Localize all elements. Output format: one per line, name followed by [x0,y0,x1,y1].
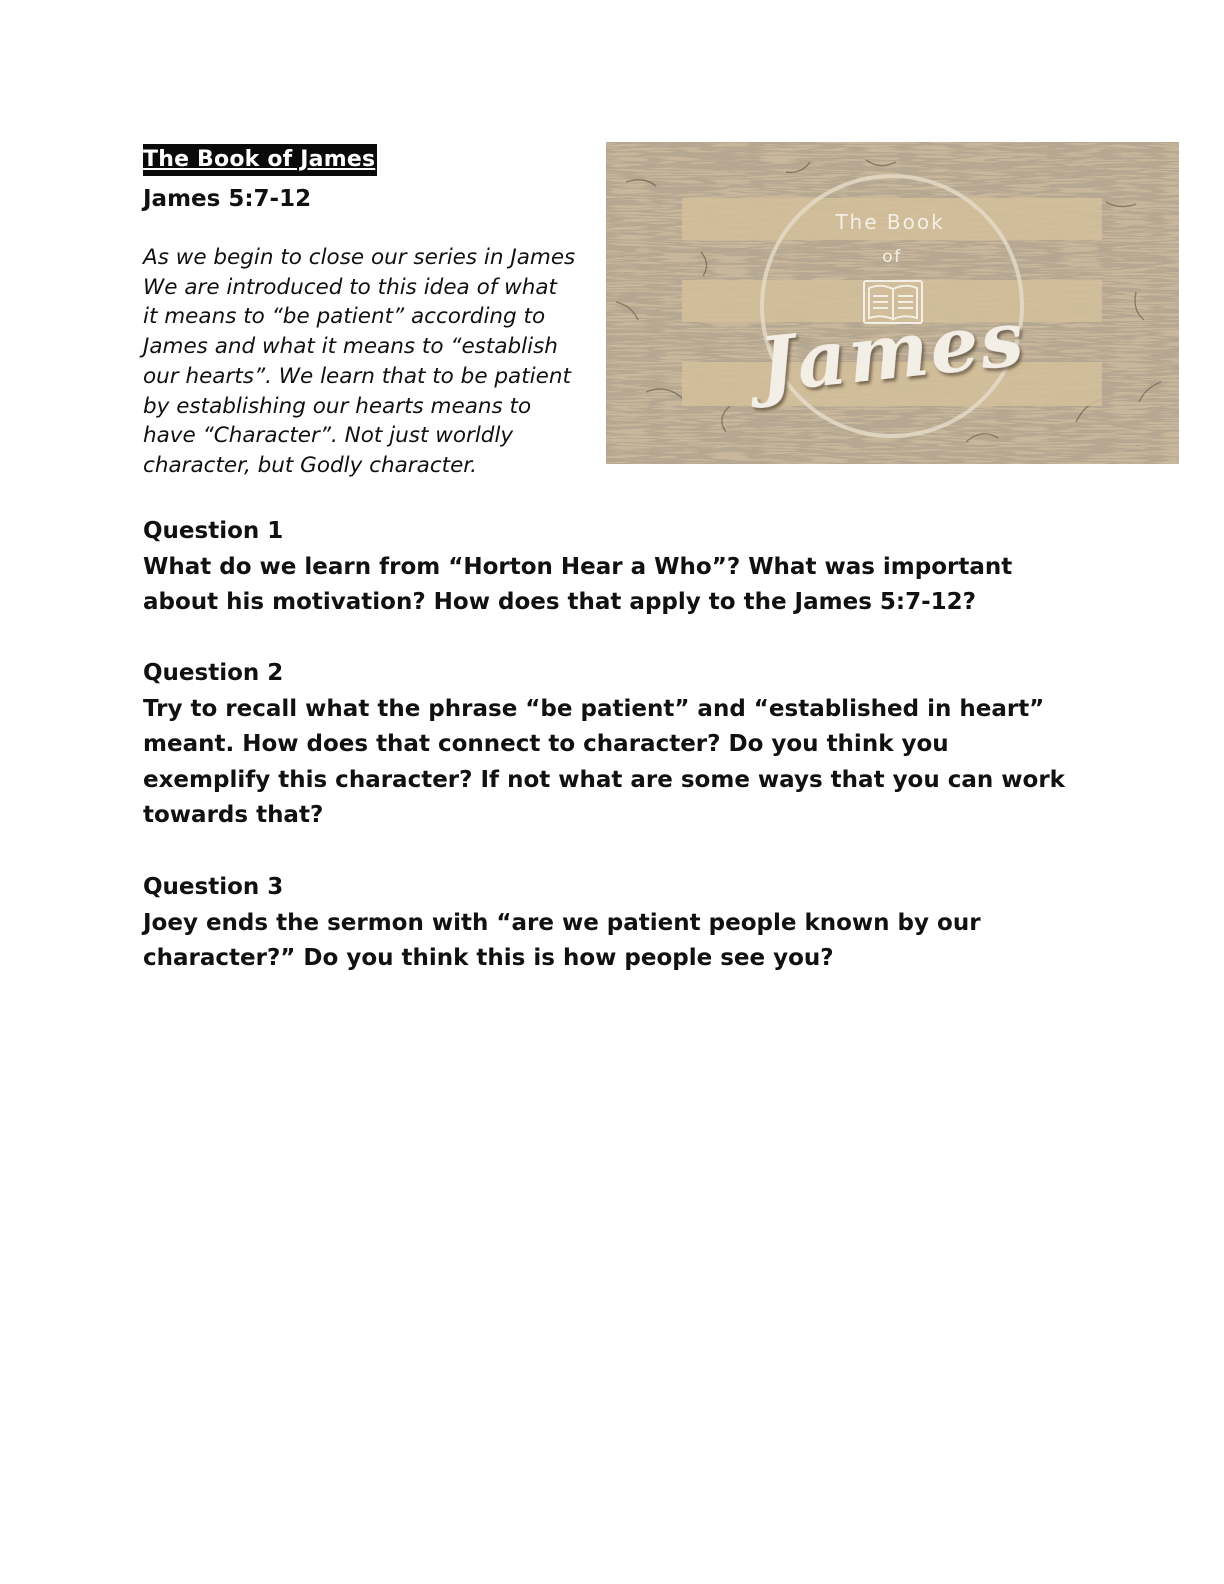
intro-line: character, but Godly character. [143,452,477,478]
intro-line: by establishing our hearts means to [143,393,532,419]
question-line: towards that? [143,802,324,828]
question-line: about his motivation? How does that apply to the James 5:7-12? [143,589,976,615]
book-of-james-cover-image [606,142,1179,464]
series-title: The Book of James [143,144,377,176]
question-line: What do we learn from “Horton Hear a Who”? What was important [143,553,1013,580]
question-3 [143,870,1093,977]
intro-line: our hearts”. We learn that to be patient [143,363,571,389]
intro-paragraph [143,243,593,481]
question-1 [143,514,1093,621]
intro-line: have “Character”. Not just worldly [143,423,514,449]
intro-line: We are introduced to this idea of what [143,274,557,300]
question-line: character?” Do you think this is how people see you? [143,945,834,971]
question-line: meant. How does that connect to character? Do you think you [143,731,949,757]
question-label: Question 2 [143,660,284,686]
question-2 [143,656,1093,834]
intro-line: it means to “be patient” according to [143,304,546,330]
intro-line: As we begin to close our series in James [143,245,576,270]
question-line: Try to recall what the phrase “be patient” and “established in heart” [143,695,1045,722]
cover-title-line1: The Book [835,210,945,234]
question-line: exemplify this character? If not what are some ways that you can work [143,766,1065,793]
question-label: Question 1 [143,518,284,544]
intro-line: James and what it means to “establish [143,334,558,360]
question-label: Question 3 [143,874,284,900]
cover-title-line2: of [882,247,902,267]
question-line: Joey ends the sermon with “are we patient people known by our [143,909,981,936]
cover-title-james: James [754,293,1030,410]
passage-reference: James 5:7-12 [143,186,312,212]
